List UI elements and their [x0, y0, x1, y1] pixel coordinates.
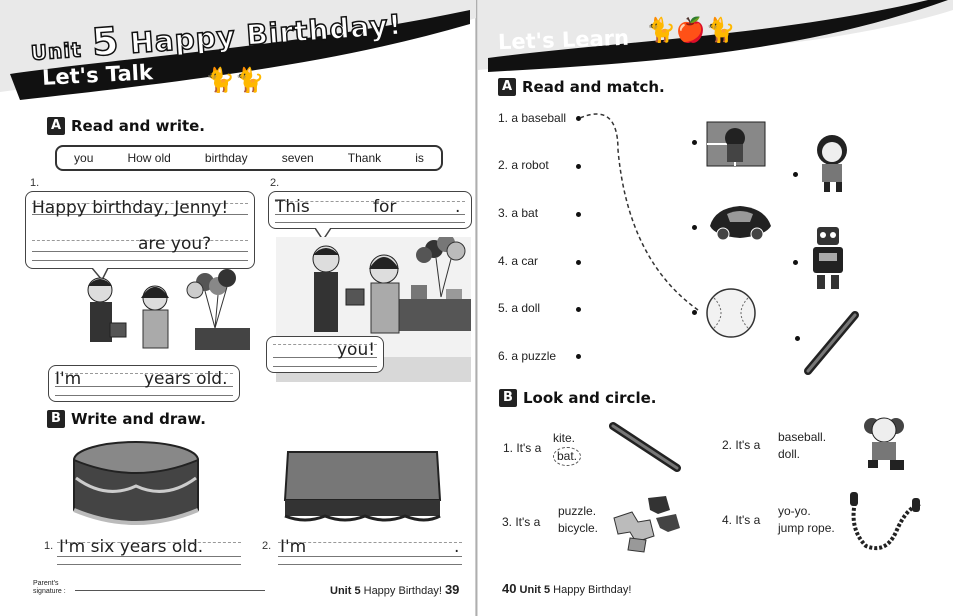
answer-2: you!	[337, 340, 376, 360]
footer-unit-right: Unit 5	[519, 584, 551, 596]
footer-title: Happy Birthday!	[363, 585, 442, 597]
choice-option[interactable]: doll.	[778, 447, 801, 461]
choice-option[interactable]: yo-yo.	[778, 504, 811, 518]
section-b-letter: B	[47, 410, 65, 428]
circle-item-label: 3. It's a	[502, 515, 541, 529]
cake-icon	[66, 438, 206, 533]
footer-unit: Unit 5	[330, 585, 361, 597]
footer-right	[502, 581, 631, 596]
lesson-title-right: Let's Learn	[497, 25, 630, 55]
unit-number: 5	[90, 18, 121, 65]
choice-option[interactable]: kite.	[553, 431, 576, 445]
section-a-title	[47, 117, 205, 135]
word-bank-item: Thank	[347, 151, 382, 165]
footer-title-right: Happy Birthday!	[553, 584, 632, 596]
circle-item-label: 2. It's a	[722, 438, 761, 452]
match-line-dashed	[578, 110, 718, 330]
bat-icon	[800, 311, 860, 377]
write-line-2[interactable]	[278, 536, 462, 566]
section-a-letter-right: A	[498, 78, 516, 96]
match-item: 6. a puzzle	[498, 349, 557, 363]
circle-choices-2	[778, 429, 826, 463]
word-bank	[55, 145, 443, 171]
match-item: 4. a car	[498, 254, 539, 268]
speech-bubble-1	[25, 191, 255, 269]
cat-icon: 🐈🍎🐈	[646, 17, 736, 44]
section-a-letter: A	[47, 117, 65, 135]
answer-bubble-2	[266, 336, 384, 373]
puzzle-icon	[705, 120, 767, 168]
write-answer-2: I'm	[280, 537, 307, 557]
item-number: 2.	[262, 540, 272, 552]
birthday-scene-1	[55, 268, 255, 358]
item-number: 1.	[30, 177, 40, 189]
section-b-heading-right: Look and circle.	[523, 389, 657, 407]
puzzle-icon	[610, 492, 690, 554]
circle-choices-4	[778, 503, 835, 537]
match-dot[interactable]	[793, 172, 798, 177]
match-dot[interactable]	[576, 354, 581, 359]
match-item: 3. a bat	[498, 206, 539, 220]
section-b-title	[47, 410, 206, 428]
speech-bubble-2	[268, 191, 472, 229]
circle-item-label: 4. It's a	[722, 513, 761, 527]
item-number: 1.	[44, 540, 54, 552]
cat-icon: 🐈🐈	[205, 67, 265, 94]
unit-title: Happy Birthday!	[129, 8, 404, 60]
baseball-icon	[704, 286, 758, 340]
answer-1-end: years old.	[144, 369, 228, 389]
circle-item-label: 1. It's a	[503, 441, 542, 455]
bubble-2-period: .	[455, 197, 461, 217]
answer-1-start: I'm	[55, 369, 82, 389]
page-number-40: 40	[502, 581, 517, 596]
word-bank-item: birthday	[204, 151, 248, 165]
choice-option[interactable]: baseball.	[778, 430, 827, 444]
doll-icon	[850, 410, 918, 474]
choice-option[interactable]: bicycle.	[558, 521, 599, 535]
choice-option-circled[interactable]: bat.	[553, 447, 581, 466]
write-line-1	[57, 536, 241, 566]
footer-left	[330, 582, 459, 597]
robot-icon	[805, 223, 851, 293]
write-answer-1: I'm six years old.	[59, 537, 204, 557]
bubble-1-line-2: are you?	[138, 234, 212, 254]
cake-icon	[280, 438, 445, 528]
signature-line[interactable]	[75, 590, 265, 591]
section-a-title-right	[498, 78, 665, 96]
write-answer-2-period: .	[454, 537, 460, 557]
left-page	[0, 0, 476, 616]
match-dot[interactable]	[793, 260, 798, 265]
jump-rope-icon	[846, 488, 926, 554]
match-item: 5. a doll	[498, 301, 541, 315]
signature-label: Parent's signature :	[33, 580, 66, 595]
match-dot[interactable]	[692, 225, 697, 230]
match-item: 2. a robot	[498, 158, 549, 172]
item-number: 2.	[270, 177, 280, 189]
car-icon	[705, 200, 775, 242]
word-bank-item: is	[415, 151, 424, 165]
bubble-1-line-1: Happy birthday, Jenny!	[32, 198, 229, 218]
section-b-letter-right: B	[499, 389, 517, 407]
match-dot[interactable]	[692, 310, 697, 315]
word-bank-item: seven	[281, 151, 314, 165]
lesson-title: Let's Talk	[41, 60, 154, 90]
page-number-39: 39	[444, 582, 460, 597]
word-bank-item: you	[74, 151, 94, 165]
match-dot[interactable]	[692, 140, 697, 145]
section-b-heading: Write and draw.	[71, 410, 206, 428]
section-b-title-right	[499, 389, 656, 407]
choice-option[interactable]: jump rope.	[778, 521, 835, 535]
word-bank-item: How old	[127, 151, 171, 165]
match-item: 1. a baseball	[498, 111, 567, 125]
choice-option[interactable]: puzzle.	[558, 504, 597, 518]
bat-icon	[607, 420, 687, 476]
doll-icon	[802, 132, 864, 194]
section-a-heading-right: Read and match.	[522, 78, 665, 96]
unit-word: Unit	[30, 37, 83, 65]
section-a-heading: Read and write.	[71, 117, 206, 135]
circle-choices-3	[558, 503, 598, 537]
bubble-2-for: for	[373, 197, 397, 217]
circle-choices-1	[553, 430, 581, 466]
answer-bubble-1	[48, 365, 240, 402]
bubble-2-this: This	[275, 197, 310, 217]
